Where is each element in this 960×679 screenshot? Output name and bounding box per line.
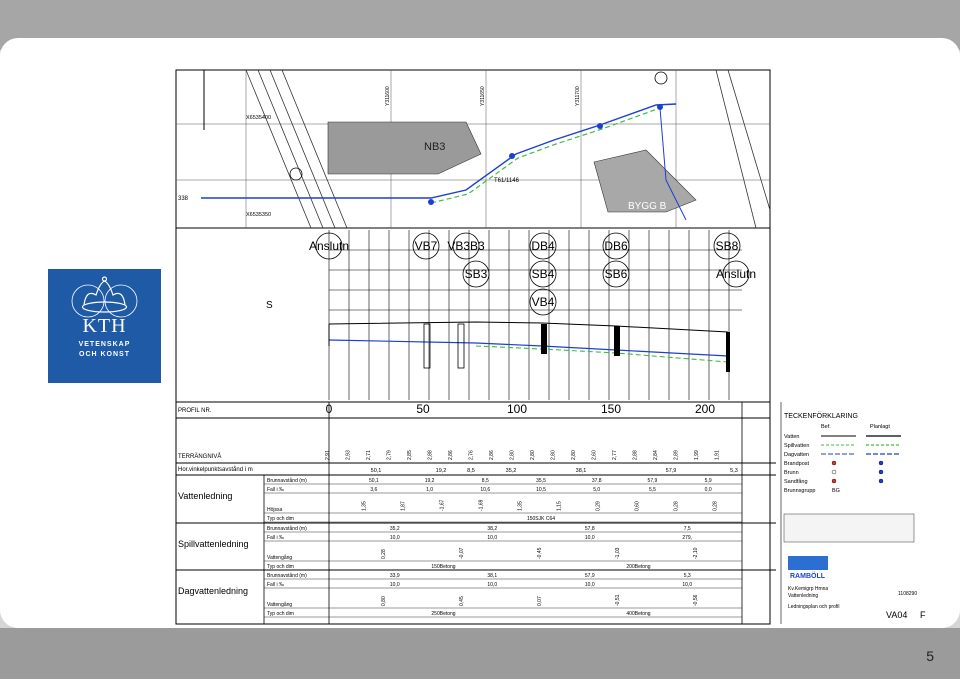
- section-value: -2,10: [693, 547, 699, 559]
- section-value: 10,6: [480, 487, 491, 493]
- section-value: 35,2: [389, 526, 400, 532]
- terrain-value: 2,80: [550, 450, 557, 460]
- section-row-label: Brunnavstånd (m): [267, 573, 307, 579]
- column-label-row2: Anslutn: [715, 267, 757, 281]
- profile-left-label: S: [266, 300, 273, 311]
- section-value: 0,28: [381, 549, 387, 559]
- engineering-drawing: [176, 70, 926, 624]
- terrain-value: 2,93: [345, 450, 352, 460]
- section-value: 1,15: [556, 501, 563, 511]
- section-value: 150SJK C64: [526, 516, 556, 522]
- section-value: 10,0: [584, 582, 595, 588]
- section-value: 10,0: [584, 535, 595, 541]
- terrain-value: 2,85: [407, 450, 413, 460]
- section-value: -0,56: [693, 594, 699, 606]
- section-value: 5,3: [683, 573, 691, 579]
- hor-value: 50,1: [370, 468, 382, 474]
- terrain-value: 2,88: [427, 450, 434, 460]
- section-value: 1,87: [400, 501, 407, 511]
- section-value: -0,45: [537, 547, 543, 559]
- section-value: 5,9: [704, 478, 712, 484]
- plan-coord-2: X6535350: [246, 212, 272, 218]
- terrain-value: 2,71: [366, 450, 372, 460]
- section-value: 0,60: [634, 501, 641, 511]
- column-label: VB7: [414, 239, 438, 253]
- terrain-value: 2,80: [571, 450, 577, 460]
- plan-coord-5: Y311650: [480, 86, 486, 106]
- section-value: 1,35: [517, 501, 524, 511]
- section-value: 400Betong: [626, 611, 651, 617]
- section-value: 10,0: [389, 535, 400, 541]
- section-value: 0,45: [459, 596, 465, 606]
- legend-item: Sandfång: [784, 479, 808, 485]
- section-value: 1,35: [361, 501, 368, 511]
- section-value: 0,28: [712, 501, 719, 511]
- section-value: -0,51: [615, 594, 621, 606]
- column-label-row2: SB6: [604, 267, 628, 281]
- section-value: 0,29: [595, 501, 602, 511]
- section-row-label: Höjssa: [267, 507, 283, 513]
- section-row-label: Vattengång: [267, 555, 293, 561]
- section-value: -1,69: [478, 499, 485, 511]
- drawing-svg: [176, 70, 926, 624]
- section-value: 19,2: [424, 478, 435, 484]
- terrain-value: 2,88: [632, 450, 639, 460]
- logo-line1: VETENSKAP: [78, 341, 131, 348]
- column-label: SB8: [715, 239, 739, 253]
- legend-item: Brandpost: [784, 461, 810, 467]
- plan-label-nb3: NB3: [424, 141, 446, 153]
- section-value: 5,5: [648, 487, 656, 493]
- crown-icon: [48, 275, 161, 315]
- section-row-label: Brunnavstånd (m): [267, 526, 307, 532]
- distance-tick: 0: [325, 402, 333, 416]
- section-row-label: Fall i ‰: [267, 487, 284, 493]
- distance-tick: 200: [694, 402, 716, 416]
- section-value: -0,07: [459, 547, 465, 559]
- section-row-label: Typ och dim: [267, 611, 294, 617]
- terrain-value: 2,80: [530, 450, 536, 460]
- section-row-label: Typ och dim: [267, 516, 294, 522]
- tb-subtitle: Vattenledning: [788, 593, 819, 599]
- section-value: 37,8: [591, 478, 602, 484]
- terrain-value: 2,86: [489, 450, 495, 460]
- section-value: 10,0: [487, 535, 498, 541]
- section-value: 10,0: [389, 582, 400, 588]
- section-value: 3,6: [370, 487, 378, 493]
- section-value: 50,1: [368, 478, 379, 484]
- terrain-value: 2,89: [673, 450, 680, 460]
- section-name: Dagvattenledning: [178, 586, 249, 596]
- section-value: 33,9: [389, 573, 400, 579]
- section-value: 10,0: [682, 582, 693, 588]
- terrain-label: TERRÄNGNIVÅ: [178, 454, 222, 460]
- hor-label: Hor.vinkelpunktsavstånd i m: [178, 467, 253, 473]
- section-value: 38,2: [487, 526, 498, 532]
- terrain-value: 2,77: [612, 450, 618, 460]
- section-value: 7,5: [683, 526, 691, 532]
- section-value: 57,8: [584, 526, 595, 532]
- terrain-value: 2,84: [653, 450, 659, 460]
- column-label-row3: VB4: [531, 295, 555, 309]
- section-row-label: Brunnavstånd (m): [267, 478, 307, 484]
- column-label: DB4: [531, 239, 555, 253]
- section-value: 279,: [682, 535, 693, 541]
- section-name: Vattenledning: [178, 491, 233, 501]
- terrain-value: 2,86: [448, 450, 454, 460]
- section-value: 5,0: [593, 487, 601, 493]
- section-value: 10,0: [487, 582, 498, 588]
- section-value: 57,9: [584, 573, 595, 579]
- section-value: 38,1: [487, 573, 498, 579]
- kth-logo: [48, 269, 161, 383]
- hor-value: 57,9: [665, 468, 677, 474]
- tb-drawing-title: Ledningsplan och profil: [788, 604, 840, 610]
- section-value: 10,5: [536, 487, 546, 493]
- section-value: -1,67: [439, 499, 446, 511]
- tb-revision: F: [920, 610, 926, 620]
- section-value: 0,80: [381, 596, 387, 606]
- hor-value: 5,3: [730, 468, 738, 474]
- terrain-value: 1,91: [714, 450, 721, 460]
- distance-tick: 50: [416, 402, 430, 416]
- column-label: VB3B3: [447, 239, 485, 253]
- legend-col2: Planlagt: [870, 424, 890, 430]
- bottom-bar: [0, 628, 960, 679]
- section-value: 0,07: [537, 596, 543, 606]
- section-value: 35,5: [536, 478, 546, 484]
- legend-item: Dagvatten: [784, 452, 810, 458]
- section-value: 0,28: [673, 501, 680, 511]
- tb-company: RAMBÖLL: [790, 573, 825, 580]
- terrain-value: 2,79: [386, 450, 393, 460]
- legend-item: Vatten: [784, 434, 800, 440]
- column-label: Anslutn: [308, 239, 350, 253]
- legend-col1: Bef.: [821, 424, 831, 430]
- section-row-label: Typ och dim: [267, 564, 294, 570]
- section-value: 1,0: [426, 487, 434, 493]
- column-label-row2: SB3: [464, 267, 488, 281]
- section-value: 8,5: [481, 478, 489, 484]
- logo-line2: OCH KONST: [79, 351, 130, 358]
- hor-value: 38,1: [575, 468, 587, 474]
- terrain-value: 2,76: [468, 450, 475, 460]
- hor-value: 35,2: [505, 468, 517, 474]
- hor-value: 8,5: [467, 468, 475, 474]
- plan-coord-3: 338: [178, 196, 189, 202]
- terrain-value: 2,60: [591, 450, 598, 460]
- terrain-value: 1,99: [694, 450, 700, 460]
- section-value: 150Betong: [431, 564, 456, 570]
- legend-title: TECKENFÖRKLARING: [784, 413, 858, 420]
- plan-coord-6: Y311700: [575, 86, 581, 106]
- plan-coord-1: X6535400: [246, 115, 272, 121]
- legend-brunnsgrupp-value: BG: [832, 488, 840, 494]
- legend-item: Brunn: [784, 470, 799, 476]
- tb-drawing-number: VA04: [886, 610, 908, 620]
- section-value: 200Betong: [626, 564, 651, 570]
- plan-coord-4: Y311600: [385, 86, 391, 106]
- column-label-row2: SB4: [531, 267, 555, 281]
- logo-kth-text: KTH: [82, 315, 127, 337]
- page-number: 5: [926, 648, 934, 664]
- profil-nr-label: PROFIL NR.: [178, 408, 212, 414]
- plan-label-bygg-b: BYGG B: [628, 201, 667, 212]
- section-name: Spillvattenledning: [178, 539, 249, 549]
- terrain-value: 2,80: [509, 450, 516, 460]
- section-row-label: Vattengång: [267, 602, 293, 608]
- section-value: 57,9: [647, 478, 658, 484]
- legend-item: Spillvatten: [784, 443, 810, 449]
- terrain-value: 2,91: [325, 450, 331, 460]
- section-value: -1,03: [615, 547, 621, 559]
- column-label: DB6: [604, 239, 628, 253]
- distance-tick: 150: [600, 402, 622, 416]
- section-row-label: Fall i ‰: [267, 582, 284, 588]
- section-value: 250Betong: [431, 611, 456, 617]
- distance-tick: 100: [506, 402, 528, 416]
- plan-coord-7: T61/1146: [494, 178, 519, 184]
- tb-project: Kv.Kemigrp Hmna: [788, 586, 829, 592]
- legend-item: Brunnsgrupp: [784, 488, 816, 494]
- section-row-label: Fall i ‰: [267, 535, 284, 541]
- hor-value: 19,2: [435, 468, 447, 474]
- section-value: 0,0: [704, 487, 712, 493]
- tb-date: 1108290: [898, 591, 918, 597]
